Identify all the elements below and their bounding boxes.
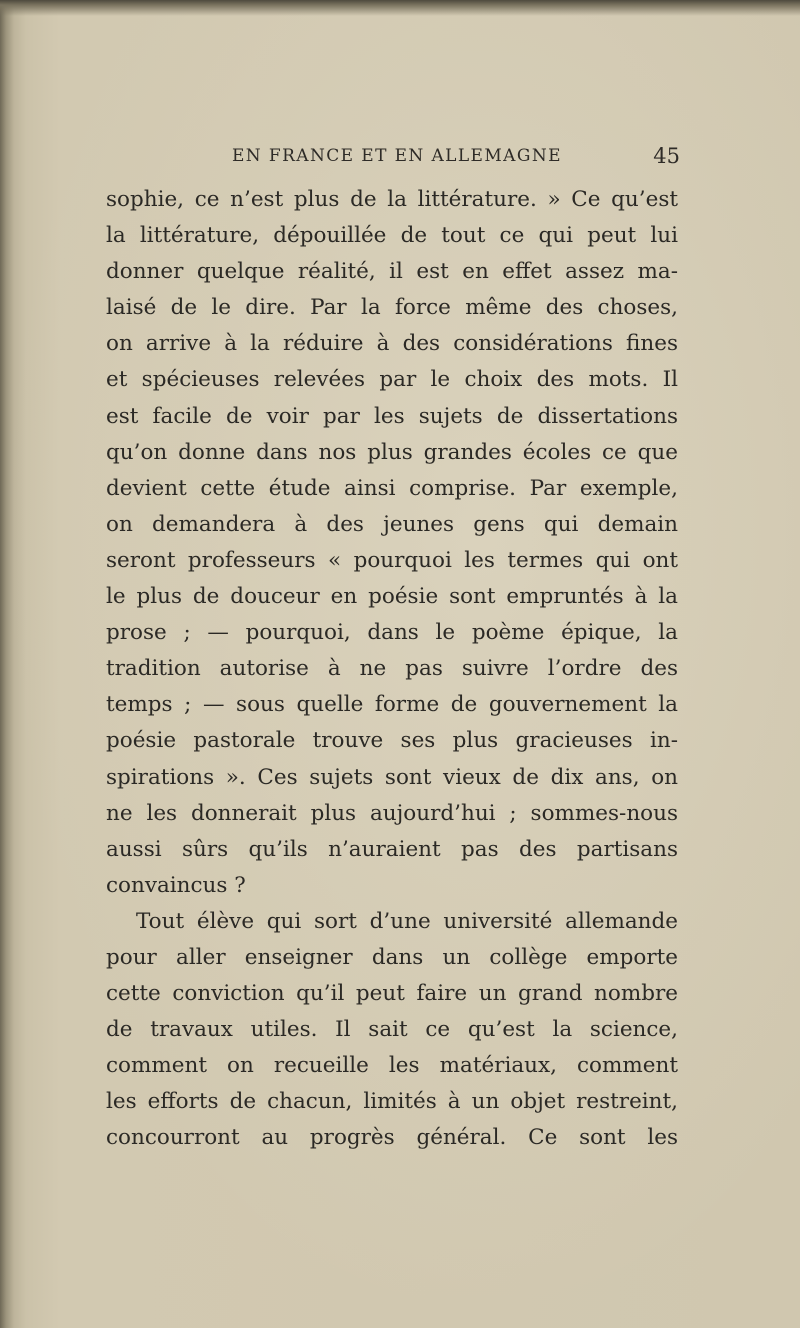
text-line: devient cette étude ainsi comprise. Par exemple, (106, 475, 678, 501)
page-header (232, 144, 680, 170)
text-line: tradition autorise à ne pas suivre l’ordre des (106, 656, 678, 682)
text-line: cette conviction qu’il peut faire un grand nombre (106, 981, 678, 1007)
text-line: et spécieuses relevées par le choix des mots. Il (106, 367, 678, 393)
text-line: de travaux utiles. Il sait ce qu’est la science, (106, 1017, 678, 1043)
text-line: la littérature, dépouillée de tout ce qui peut lui (106, 223, 678, 249)
page-top-edge (0, 0, 800, 16)
text-line: convaincus ? (106, 872, 246, 898)
text-line: sophie, ce n’est plus de la littérature. » Ce qu’est (106, 187, 678, 212)
text-line: pour aller enseigner dans un collège emporte (106, 944, 678, 970)
text-line: poésie pastorale trouve ses plus gracieuses in- (106, 728, 678, 754)
text-line: Tout élève qui sort d’une université allemande (136, 908, 678, 934)
text-line: laisé de le dire. Par la force même des choses, (106, 295, 678, 321)
text-line: est facile de voir par les sujets de dissertations (106, 403, 678, 429)
text-line: aussi sûrs qu’ils n’auraient pas des partisans (106, 836, 678, 862)
text-line: le plus de douceur en poésie sont empruntés à la (106, 584, 678, 610)
page-number: 45 (653, 144, 680, 168)
text-line: prose ; — pourquoi, dans le poème épique, la (106, 620, 678, 646)
text-line: on arrive à la réduire à des considérations fines (106, 331, 678, 357)
text-line: temps ; — sous quelle forme de gouvernement la (106, 692, 678, 718)
text-line: qu’on donne dans nos plus grandes écoles ce que (106, 439, 678, 465)
text-line: ne les donnerait plus aujourd’hui ; sommes-nous (106, 800, 678, 826)
text-line: spirations ». Ces sujets sont vieux de dix ans, on (106, 764, 678, 790)
text-line: concourront au progrès général. Ce sont les (106, 1125, 678, 1151)
text-line: comment on recueille les matériaux, comment (106, 1053, 678, 1079)
text-line: donner quelque réalité, il est en effet assez ma- (106, 259, 678, 285)
text-line: seront professeurs « pourquoi les termes qui ont (106, 547, 678, 573)
text-line: les efforts de chacun, limités à un objet restreint, (106, 1089, 678, 1115)
running-title: EN FRANCE ET EN ALLEMAGNE (232, 146, 562, 166)
text-line: on demandera à des jeunes gens qui demain (106, 511, 678, 537)
body-text (106, 182, 678, 1157)
